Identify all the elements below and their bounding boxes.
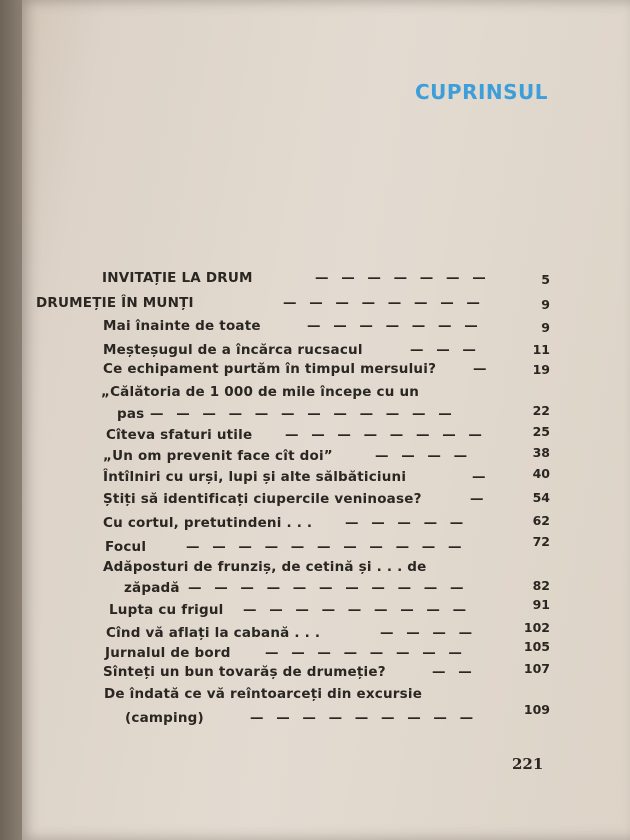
- leader-dashes: — —: [432, 664, 476, 680]
- toc-entry-label: Cu cortul, pretutindeni . . .: [103, 515, 313, 531]
- toc-entry-page: 5: [541, 272, 550, 287]
- leader-dashes: — — — — — — —: [307, 318, 482, 334]
- toc-entry-label: Focul: [105, 539, 147, 555]
- page-title: CUPRINSUL: [415, 80, 549, 104]
- leader-dashes: — — — — —: [345, 515, 468, 531]
- toc-entry-label: „Călătoria de 1 000 de mile începe cu un: [101, 384, 420, 400]
- toc-entry-label: „Un om prevenit face cît doi”: [103, 448, 333, 464]
- toc-entry-label: Întîlniri cu urși, lupi și alte sălbăticiuni: [103, 469, 407, 485]
- toc-entry-page: 82: [532, 578, 550, 593]
- toc-entry-page: 109: [523, 702, 550, 717]
- toc-entry-label: Mai înainte de toate: [103, 318, 261, 334]
- leader-dashes: —: [473, 361, 491, 377]
- toc-entry-page: 102: [523, 620, 550, 635]
- toc-entry-label: Cînd vă aflați la cabană . . .: [106, 625, 321, 641]
- toc-entry-label: Adăposturi de frunziș, de cetină și . . . de: [103, 559, 427, 575]
- leader-dashes: — — — — — — — — —: [243, 602, 471, 618]
- leader-dashes: — — — — — — — — —: [250, 710, 478, 726]
- toc-entry-label: INVITAȚIE LA DRUM: [102, 270, 253, 286]
- leader-dashes: —: [470, 491, 488, 507]
- toc-entry-page: 62: [532, 513, 550, 528]
- toc-entry-label-continued: zăpadă: [124, 580, 180, 596]
- toc-entry-label: De îndată ce vă reîntoarceți din excursie: [104, 686, 423, 702]
- toc-entry-page: 40: [532, 466, 550, 481]
- leader-dashes: —: [472, 469, 490, 485]
- leader-dashes: — — — — — — —: [315, 270, 490, 286]
- leader-dashes: — — — — — — — — — — — —: [150, 406, 456, 422]
- leader-dashes: — — — — — — — — — — —: [186, 539, 466, 555]
- toc-entry-label-continued: pas: [117, 406, 145, 422]
- toc-entry-page: 11: [532, 342, 550, 357]
- toc-entry-page: 54: [532, 490, 550, 505]
- toc-entry-label: Lupta cu frigul: [109, 602, 224, 618]
- toc-entry-page: 105: [523, 639, 550, 654]
- leader-dashes: — — — — — — — — — — —: [188, 580, 468, 596]
- toc-entry-page: 72: [532, 534, 550, 549]
- toc-entry-label: Jurnalul de bord: [105, 645, 231, 661]
- leader-dashes: — — — —: [380, 625, 477, 641]
- toc-entry-label: Sînteți un bun tovarăș de drumeție?: [103, 664, 386, 680]
- toc-entry-label: Știți să identificați ciupercile veninoase?: [103, 491, 422, 507]
- toc-entry-page: 25: [532, 424, 550, 439]
- toc-entry-page: 9: [541, 297, 550, 312]
- toc-entry-page: 38: [532, 445, 550, 460]
- leader-dashes: — — — — — — — —: [283, 295, 484, 311]
- leader-dashes: — — — — — — — —: [285, 427, 486, 443]
- leader-dashes: — — —: [410, 342, 480, 358]
- toc-entry-page: 91: [532, 597, 550, 612]
- toc-entry-label: Cîteva sfaturi utile: [106, 427, 253, 443]
- leader-dashes: — — — — — — — —: [265, 645, 466, 661]
- toc-entry-page: 19: [532, 362, 550, 377]
- toc-entry-label-continued: (camping): [125, 710, 204, 726]
- page-number: 221: [512, 755, 544, 773]
- toc-entry-label: Meșteșugul de a încărca rucsacul: [103, 342, 363, 358]
- toc-entry-page: 9: [541, 320, 550, 335]
- toc-entry-page: 22: [532, 403, 550, 418]
- leader-dashes: — — — —: [375, 448, 472, 464]
- toc-entry-label: DRUMEȚIE ÎN MUNȚI: [36, 295, 194, 311]
- toc-entry-label: Ce echipament purtăm în timpul mersului?: [103, 361, 437, 377]
- toc-entry-page: 107: [523, 661, 550, 676]
